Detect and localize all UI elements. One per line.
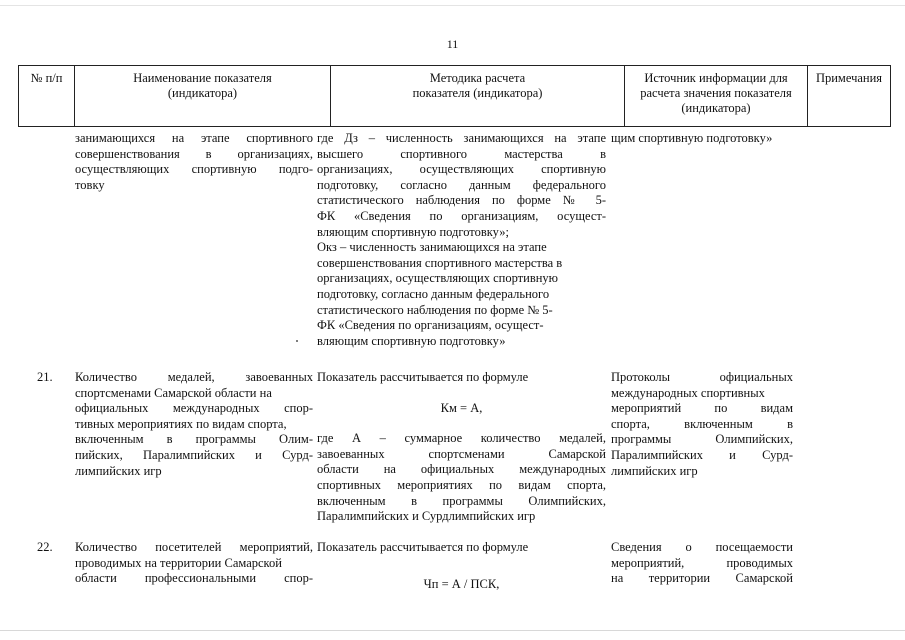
text-line: организациях, осуществляющих спортивную (317, 271, 559, 286)
formula: Км = А, (440, 400, 483, 415)
text-line: подготовку, согласно данным федерального (317, 286, 550, 301)
continuation-method-cell (317, 131, 606, 349)
text-line: Паралимпийских и Сурдлимпийских игр (317, 509, 536, 524)
text-line: где А – суммарное количество медалей, (317, 431, 606, 446)
row-number: 21. (37, 370, 53, 384)
text-line: мероприятий, проводимых (611, 555, 793, 570)
text-line: щим спортивную подготовку» (611, 131, 773, 145)
text-line: области профессиональными спор- (75, 571, 313, 586)
text-line: проводимых на территории Самарской (75, 555, 282, 570)
header-method-line: показателя (индикатора) (412, 86, 543, 100)
text-line: вляющим спортивную подготовку»; (317, 224, 509, 239)
text-line: Протоколы официальных (611, 370, 793, 384)
header-method (331, 66, 625, 127)
formula: Чп = А / ПСК, (423, 576, 500, 591)
header-source-line: Источник информации для (644, 71, 788, 85)
text-line: высшего спортивного мастерства в (317, 146, 606, 161)
text-line: включенным в программы Олим- (75, 432, 313, 447)
table-header (18, 65, 891, 127)
continuation-source-cell (611, 131, 793, 147)
text-line: подготовку, согласно данным федерального (317, 177, 606, 192)
text-line: спорта, включенным в (611, 416, 793, 431)
scan-speck (296, 340, 298, 342)
text-line: вляющим спортивную подготовку» (317, 333, 506, 348)
text-line: спортсменами Самарской области на (75, 385, 272, 400)
row21-source-cell (611, 370, 793, 479)
text-line: организациях, осуществляющих спортивную (317, 162, 606, 177)
row-number: 22. (37, 540, 53, 554)
text-line: Количество посетителей мероприятий, (75, 540, 313, 554)
row21-name-cell (75, 370, 313, 479)
text-line: мероприятий по видам (611, 401, 793, 416)
text-line: осуществляющих спортивную подго- (75, 162, 313, 177)
text-line: статистического наблюдения по форме № 5- (317, 193, 606, 208)
text-line: Паралимпийских и Сурд- (611, 447, 793, 462)
text-line: статистического наблюдения по форме № 5- (317, 302, 553, 317)
continuation-name-cell (75, 131, 313, 193)
text-line: Сведения о посещаемости (611, 540, 793, 554)
text-line: Окз – численность занимающихся на этапе (317, 240, 547, 255)
text-line: международных спортивных (611, 385, 765, 400)
header-name (75, 66, 331, 127)
text-line: ФК «Сведения по организациям, осущест- (317, 318, 544, 333)
text-line: тивных мероприятиях по видам спорта, (75, 416, 287, 431)
text-line: Количество медалей, завоеванных (75, 370, 313, 384)
scan-edge-top (0, 5, 905, 6)
text-line: официальных международных спор- (75, 401, 313, 416)
header-notes: Примечания (808, 66, 891, 127)
text-line: товку (75, 177, 105, 192)
text-line: программы Олимпийских, (611, 432, 793, 447)
scan-edge-bottom (0, 630, 905, 631)
header-source-line: расчета значения показателя (640, 86, 792, 100)
text-line: ФК «Сведения по организациям, осущест- (317, 208, 606, 223)
text-line: где Дз – численность занимающихся на этапе (317, 131, 606, 145)
method-intro: Показатель рассчитывается по формуле (317, 540, 529, 554)
text-line: совершенствования спортивного мастерства в (317, 255, 563, 270)
row22-name-cell (75, 540, 313, 587)
text-line: лимпийских игр (611, 463, 698, 478)
text-line: занимающихся на этапе спортивного (75, 131, 313, 145)
header-method-line: Методика расчета (429, 71, 526, 85)
text-line: совершенствования в организациях, (75, 146, 313, 161)
page-number: 11 (446, 37, 459, 51)
row22-method-cell (317, 540, 606, 592)
header-name-line: Наименование показателя (133, 71, 272, 85)
text-line: включенным в программы Олимпийских, (317, 493, 606, 508)
text-line: спортивных мероприятиях по видам спорта, (317, 477, 606, 492)
text-line: пийских, Паралимпийских и Сурд- (75, 447, 313, 462)
text-line: на территории Самарской (611, 571, 793, 586)
text-line: завоеванных спортсменами Самарской (317, 446, 606, 461)
text-line: лимпийских игр (75, 463, 162, 478)
text-line: области на официальных международных (317, 462, 606, 477)
header-source-line: (индикатора) (681, 101, 751, 115)
method-intro: Показатель рассчитывается по формуле (317, 370, 529, 384)
row21-method-cell (317, 370, 606, 525)
header-source (625, 66, 808, 127)
header-name-line: (индикатора) (167, 86, 238, 100)
header-number: № п/п (19, 66, 75, 127)
row22-source-cell (611, 540, 793, 587)
